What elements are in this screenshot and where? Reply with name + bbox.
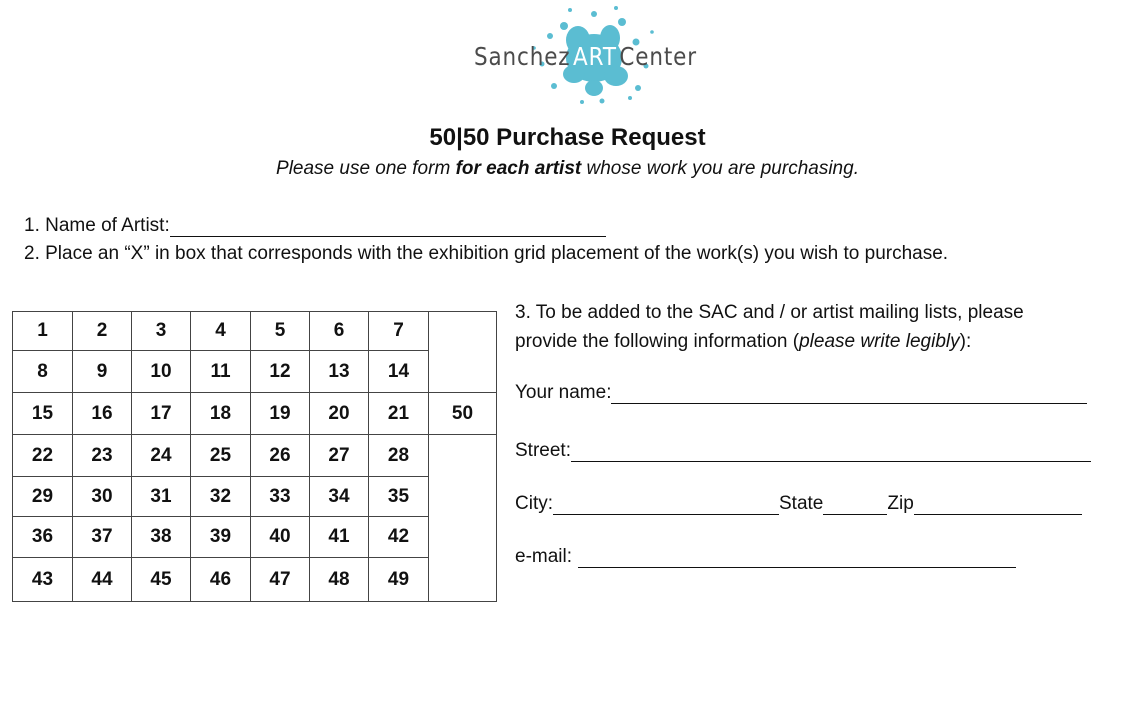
grid-cell[interactable]: 27 — [310, 435, 369, 477]
grid-cell[interactable]: 30 — [73, 477, 132, 517]
exhibition-grid — [12, 311, 497, 602]
grid-cell-extra[interactable]: 50 — [429, 393, 497, 435]
grid-cell[interactable]: 15 — [13, 393, 73, 435]
your-name-row — [515, 382, 1087, 404]
grid-cell-empty — [429, 312, 497, 393]
grid-cell[interactable]: 14 — [369, 351, 429, 393]
grid-row — [13, 558, 497, 602]
grid-cell[interactable]: 25 — [191, 435, 251, 477]
grid-cell[interactable]: 33 — [251, 477, 310, 517]
email-row — [515, 546, 1016, 568]
mailing-list-question — [515, 298, 1115, 356]
state-field[interactable] — [823, 496, 887, 515]
grid-cell-empty — [429, 435, 497, 602]
grid-row — [13, 351, 497, 393]
mailing-list-line1: 3. To be added to the SAC and / or artist mailing lists, please — [515, 302, 1024, 323]
grid-row — [13, 517, 497, 558]
grid-cell[interactable]: 45 — [132, 558, 191, 602]
form-subtitle — [0, 158, 1135, 180]
mailing-list-line2 — [515, 327, 1115, 356]
grid-cell[interactable]: 2 — [73, 312, 132, 351]
form-title: 50|50 Purchase Request — [429, 124, 706, 151]
city-state-zip-row — [515, 493, 1082, 515]
grid-cell[interactable]: 29 — [13, 477, 73, 517]
street-row — [515, 440, 1091, 462]
zip-field[interactable] — [914, 496, 1082, 515]
grid-row — [13, 477, 497, 517]
grid-cell[interactable]: 6 — [310, 312, 369, 351]
grid-cell[interactable]: 43 — [13, 558, 73, 602]
grid-cell[interactable]: 9 — [73, 351, 132, 393]
grid-cell[interactable]: 19 — [251, 393, 310, 435]
grid-cell[interactable]: 38 — [132, 517, 191, 558]
state-label: State — [779, 493, 824, 514]
grid-cell[interactable]: 34 — [310, 477, 369, 517]
grid-cell[interactable]: 10 — [132, 351, 191, 393]
mailing-list-line2-italic: please write legibly — [799, 331, 960, 352]
subtitle-bold: for each artist — [455, 158, 582, 179]
grid-cell[interactable]: 44 — [73, 558, 132, 602]
grid-cell[interactable]: 35 — [369, 477, 429, 517]
grid-row — [13, 435, 497, 477]
grid-cell[interactable]: 28 — [369, 435, 429, 477]
mailing-list-line2-pre: provide the following information ( — [515, 331, 800, 352]
logo-word-right: Center — [619, 42, 697, 71]
email-label: e-mail: — [515, 546, 573, 567]
artist-name-question — [24, 215, 606, 237]
city-label: City: — [515, 493, 553, 514]
grid-cell[interactable]: 31 — [132, 477, 191, 517]
grid-cell[interactable]: 1 — [13, 312, 73, 351]
grid-cell[interactable]: 47 — [251, 558, 310, 602]
grid-cell[interactable]: 39 — [191, 517, 251, 558]
grid-cell[interactable]: 49 — [369, 558, 429, 602]
grid-cell[interactable]: 46 — [191, 558, 251, 602]
grid-cell[interactable]: 12 — [251, 351, 310, 393]
street-label: Street: — [515, 440, 571, 461]
email-field[interactable] — [578, 549, 1016, 568]
grid-cell[interactable]: 26 — [251, 435, 310, 477]
grid-cell[interactable]: 32 — [191, 477, 251, 517]
city-field[interactable] — [553, 496, 779, 515]
zip-label: Zip — [887, 493, 914, 514]
logo-word-art: ART — [573, 42, 617, 71]
grid-cell[interactable]: 11 — [191, 351, 251, 393]
grid-cell[interactable]: 5 — [251, 312, 310, 351]
sanchez-art-center-logo — [470, 2, 700, 106]
street-field[interactable] — [571, 443, 1091, 462]
grid-row — [13, 312, 497, 351]
logo-word-left: Sanchez — [474, 42, 571, 71]
grid-cell[interactable]: 41 — [310, 517, 369, 558]
grid-cell[interactable]: 42 — [369, 517, 429, 558]
grid-instruction: 2. Place an “X” in box that corresponds with the exhibition grid placement of the work(s) you wish to purchase. — [24, 243, 949, 264]
your-name-field[interactable] — [611, 385, 1087, 404]
grid-cell[interactable]: 7 — [369, 312, 429, 351]
grid-cell[interactable]: 3 — [132, 312, 191, 351]
grid-cell[interactable]: 18 — [191, 393, 251, 435]
grid-cell[interactable]: 23 — [73, 435, 132, 477]
grid-cell[interactable]: 48 — [310, 558, 369, 602]
grid-cell[interactable]: 17 — [132, 393, 191, 435]
grid-cell[interactable]: 36 — [13, 517, 73, 558]
grid-cell[interactable]: 20 — [310, 393, 369, 435]
grid-cell[interactable]: 16 — [73, 393, 132, 435]
grid-cell[interactable]: 21 — [369, 393, 429, 435]
grid-cell[interactable]: 40 — [251, 517, 310, 558]
grid-cell[interactable]: 4 — [191, 312, 251, 351]
grid-cell[interactable]: 24 — [132, 435, 191, 477]
subtitle-pre: Please use one form — [276, 158, 456, 179]
mailing-list-line2-post: ): — [959, 331, 972, 352]
your-name-label: Your name: — [515, 382, 612, 403]
artist-name-field[interactable] — [170, 218, 606, 237]
grid-cell[interactable]: 37 — [73, 517, 132, 558]
artist-name-label: 1. Name of Artist: — [24, 215, 170, 236]
grid-cell[interactable]: 8 — [13, 351, 73, 393]
grid-cell[interactable]: 22 — [13, 435, 73, 477]
grid-cell[interactable]: 13 — [310, 351, 369, 393]
logo-wordmark — [474, 42, 697, 71]
grid-row — [13, 393, 497, 435]
subtitle-post: whose work you are purchasing. — [581, 158, 859, 179]
